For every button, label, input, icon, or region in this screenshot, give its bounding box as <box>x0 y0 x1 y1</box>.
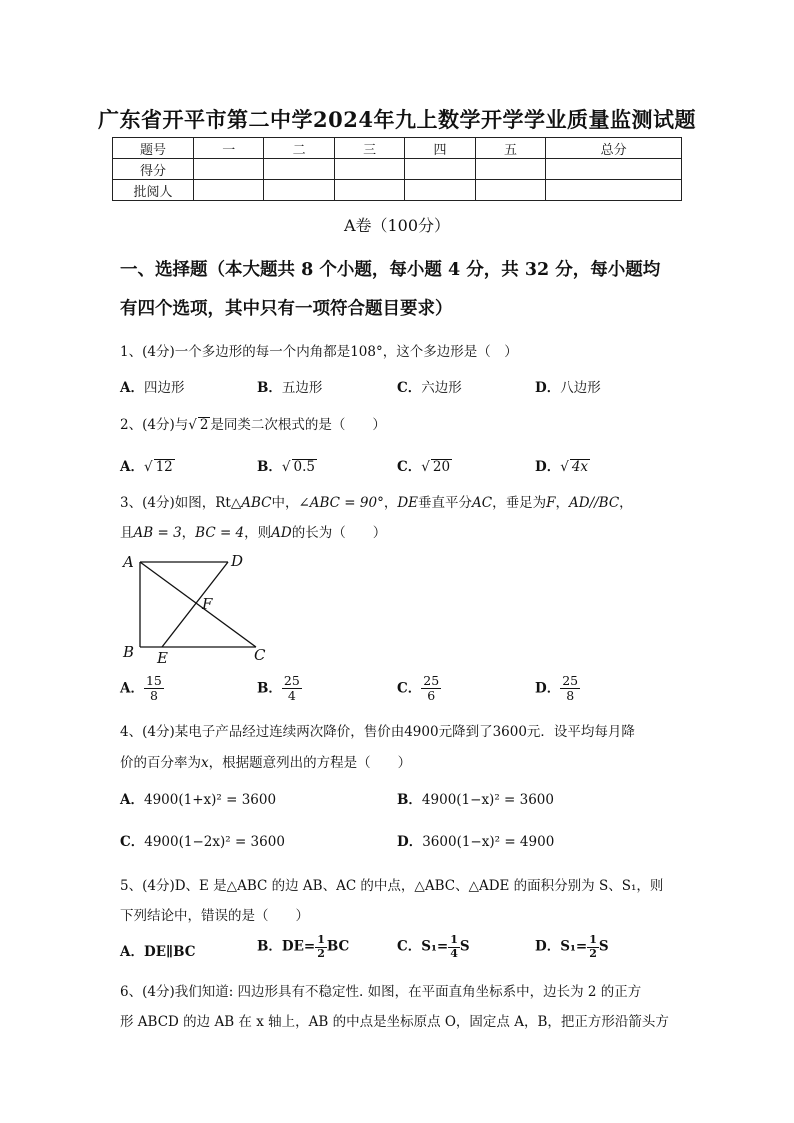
question-text: 垂直平分 <box>418 495 473 511</box>
question-4-stem-line1: 4、(4分)某电子产品经过连续两次降价，售价由4900元降到了3600元．设平均每月降 <box>120 724 635 740</box>
fraction <box>587 934 599 960</box>
point-label-f: F <box>202 595 213 613</box>
denominator: 4 <box>450 946 458 960</box>
option-label: A． <box>120 792 144 808</box>
option-text: 4900(1−2x)² = 3600 <box>144 834 285 850</box>
option-label: D． <box>535 680 561 697</box>
point-label-e: E <box>157 649 168 667</box>
option-label: D． <box>535 380 561 396</box>
option-label: C． <box>397 459 422 475</box>
option-c[interactable] <box>120 830 285 850</box>
option-c[interactable]: C．√ 20 <box>397 459 451 475</box>
question-text: ， <box>555 495 569 511</box>
table-cell: 得分 <box>113 159 194 180</box>
score-table-header-row <box>113 138 682 159</box>
table-cell[interactable] <box>194 180 264 201</box>
option-d[interactable] <box>397 830 554 850</box>
option-label: C． <box>397 938 422 955</box>
option-text: S <box>598 938 609 955</box>
table-cell: 二 <box>264 138 334 159</box>
option-text: 五边形 <box>281 380 323 396</box>
option-label: D． <box>535 459 561 475</box>
fraction <box>560 674 580 704</box>
radical-expression: 4x <box>571 459 589 475</box>
option-b[interactable] <box>257 934 349 960</box>
math-expression: △ABC <box>230 495 272 511</box>
question-text: ，根据题意列出的方程是（ ） <box>208 755 412 771</box>
table-cell[interactable] <box>264 180 334 201</box>
option-text: 3600(1−x)² = 4900 <box>422 834 555 850</box>
numerator: 15 <box>145 673 162 688</box>
denominator: 8 <box>149 688 158 704</box>
table-cell[interactable] <box>475 159 545 180</box>
math-expression: BC = 4 <box>195 525 245 541</box>
option-label: B． <box>257 459 282 475</box>
option-a[interactable] <box>120 376 184 396</box>
question-text: 价的百分率为 <box>120 755 201 771</box>
question-5-stem-line2: 下列结论中，错误的是（ ） <box>120 908 309 924</box>
fraction <box>421 674 441 704</box>
point-label-c: C <box>254 646 266 664</box>
option-text: 4900(1+x)² = 3600 <box>143 792 277 808</box>
option-label: B． <box>397 792 422 808</box>
option-text: S <box>459 938 470 955</box>
math-expression: DE <box>397 495 419 511</box>
option-text: 八边形 <box>560 380 601 396</box>
point-label-a: A <box>123 553 134 571</box>
table-cell[interactable] <box>405 159 475 180</box>
option-c[interactable] <box>397 934 470 960</box>
option-label: A． <box>120 380 144 396</box>
table-cell[interactable] <box>334 159 404 180</box>
segment-ac <box>140 562 256 647</box>
option-d[interactable]: D．√ 4x <box>535 459 589 475</box>
geometry-figure <box>118 550 288 670</box>
question-text: 的长为（ ） <box>291 525 387 541</box>
option-c[interactable] <box>397 674 441 704</box>
point-label-b: B <box>123 643 135 661</box>
option-label: C． <box>120 834 145 850</box>
fraction <box>315 934 327 960</box>
table-cell[interactable] <box>475 180 545 201</box>
question-6-stem-line2: 形 ABCD 的边 AB 在 x 轴上，AB 的中点是坐标原点 O，固定点 A，B，把正方形沿箭头方 <box>120 1014 669 1030</box>
option-text: 六边形 <box>421 380 462 396</box>
option-label: C． <box>397 380 422 396</box>
math-expression: ∠ABC = 90° <box>298 495 384 511</box>
table-cell[interactable] <box>546 180 682 201</box>
radical-expression: 20 <box>432 459 451 475</box>
question-text: 且 <box>120 525 134 541</box>
volume-title: A卷（100分） <box>343 216 451 235</box>
question-2-stem: 2、(4分)与√ 2 是同类二次根式的是（ ） <box>120 417 386 433</box>
option-d[interactable] <box>535 934 609 960</box>
table-cell: 批阅人 <box>113 180 194 201</box>
denominator: 2 <box>317 946 325 960</box>
option-text: DE∥BC <box>143 944 196 960</box>
question-text: ， <box>383 495 398 511</box>
question-5-stem-line1: 5、(4分)D、E 是△ABC 的边 AB、AC 的中点，△ABC、△ADE 的面积分别为 S、S₁，则 <box>120 878 664 894</box>
option-text: S₁= <box>560 938 588 955</box>
segment-de <box>162 562 228 647</box>
option-text: BC <box>326 938 350 955</box>
point-label-d: D <box>231 552 244 570</box>
table-cell[interactable] <box>405 180 475 201</box>
question-text: ，这个多边形是（ ） <box>382 344 518 360</box>
option-label: B． <box>257 938 282 955</box>
option-b[interactable] <box>257 674 302 704</box>
option-text: 4900(1−x)² = 3600 <box>421 792 554 808</box>
table-cell: 总分 <box>546 138 682 159</box>
table-cell: 一 <box>194 138 264 159</box>
angle-value: 108° <box>350 344 383 360</box>
option-text: S₁= <box>421 938 449 955</box>
option-label: B． <box>257 680 282 697</box>
option-label: C． <box>397 680 422 697</box>
option-c[interactable] <box>397 376 462 396</box>
question-text: 是同类二次根式的是（ ） <box>210 417 386 433</box>
option-d[interactable] <box>535 376 601 396</box>
table-cell[interactable] <box>546 159 682 180</box>
question-text: ，垂足为 <box>492 495 547 511</box>
option-b[interactable] <box>257 376 322 396</box>
option-d[interactable] <box>535 674 580 704</box>
numerator: 25 <box>562 673 579 688</box>
score-table-row <box>113 180 682 201</box>
radical-expression: 0.5 <box>293 459 316 475</box>
option-b[interactable] <box>397 788 554 808</box>
denominator: 6 <box>427 688 436 704</box>
math-expression: F <box>546 495 556 511</box>
numerator: 25 <box>423 673 440 688</box>
option-a[interactable]: A．√ 12 <box>120 459 173 475</box>
question-3-stem-line2 <box>120 521 386 541</box>
math-expression: x <box>201 755 209 771</box>
question-text: ，则 <box>244 525 272 541</box>
table-cell[interactable] <box>194 159 264 180</box>
option-a[interactable] <box>120 674 164 704</box>
table-cell: 题号 <box>113 138 194 159</box>
question-3-stem-line1 <box>120 491 633 511</box>
table-cell: 四 <box>405 138 475 159</box>
table-cell[interactable] <box>264 159 334 180</box>
section-heading-line2: 有四个选项，其中只有一项符合题目要求） <box>120 299 453 319</box>
denominator: 8 <box>566 688 575 704</box>
numerator: 1 <box>450 933 458 946</box>
table-cell: 三 <box>334 138 404 159</box>
question-4-stem-line2 <box>120 751 411 771</box>
question-text: ， <box>181 525 196 541</box>
section-heading-line1: 一、选择题（本大题共 8 个小题，每小题 4 分，共 32 分，每小题均 <box>120 260 661 280</box>
question-6-stem-line1: 6、(4分)我们知道: 四边形具有不稳定性. 如图，在平面直角坐标系中，边长为 2 的正方 <box>120 984 642 1000</box>
score-table-row <box>113 159 682 180</box>
table-cell: 五 <box>475 138 545 159</box>
fraction <box>448 934 460 960</box>
option-label: A． <box>120 944 144 960</box>
numerator: 1 <box>317 933 325 946</box>
option-a[interactable] <box>120 940 196 960</box>
table-cell[interactable] <box>334 180 404 201</box>
question-1-stem <box>120 340 518 360</box>
numerator: 25 <box>283 673 300 688</box>
denominator: 2 <box>589 946 597 960</box>
option-text: 四边形 <box>143 380 185 396</box>
question-text: 1、(4分)一个多边形的每一个内角都是 <box>120 344 351 360</box>
option-label: A． <box>120 459 144 475</box>
math-expression: AC <box>472 495 493 511</box>
math-expression: AB = 3 <box>133 525 182 541</box>
option-text: DE= <box>281 938 316 955</box>
fraction <box>144 674 164 704</box>
denominator: 4 <box>287 688 296 704</box>
option-label: D． <box>535 938 561 955</box>
score-table <box>112 137 682 201</box>
math-expression: AD//BC <box>569 495 620 511</box>
radical-expression: 2 <box>199 417 209 433</box>
option-a[interactable] <box>120 788 276 808</box>
exam-title: 广东省开平市第二中学2024年九上数学开学学业质量监测试题 <box>98 107 696 132</box>
option-label: D． <box>397 834 423 850</box>
question-text: 3、(4分)如图，Rt <box>120 495 231 511</box>
question-text: 2、(4分)与 <box>120 417 189 433</box>
fraction <box>282 674 302 704</box>
option-label: A． <box>120 680 144 697</box>
question-text: ， <box>619 495 633 511</box>
question-text: 中， <box>271 495 299 511</box>
option-b[interactable]: B．√ 0.5 <box>257 459 316 475</box>
radical-expression: 12 <box>155 459 173 475</box>
numerator: 1 <box>589 933 597 946</box>
option-label: B． <box>257 380 282 396</box>
math-expression: AD <box>271 525 292 541</box>
